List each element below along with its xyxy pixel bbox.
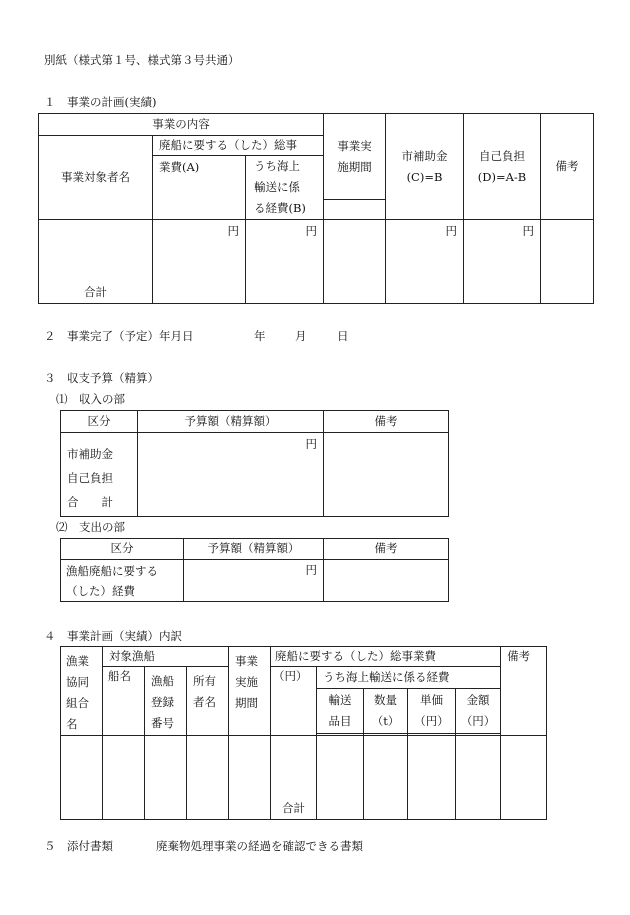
amount-cell (456, 736, 501, 820)
total-cost-header: 廃船に要する（した）総事業費 (271, 647, 501, 667)
sea-cost-header: うち海上輸送に係る経費 (317, 667, 501, 689)
section-5-title: ５ 添付書類 (44, 839, 113, 853)
income-table (60, 410, 449, 517)
income-category-cell: 市補助金 自己負担 合 計 (61, 433, 138, 517)
expense-category-header: 区分 (61, 539, 184, 560)
unit-price-cell (408, 736, 456, 820)
unit-price-header: 単価 （円） (408, 688, 456, 733)
coop-name-cell (61, 736, 103, 820)
content-header-cell: 事業の内容 (39, 114, 324, 136)
expense-category-cell: 漁船廃船に要する （した）経費 (61, 560, 184, 602)
coop-name-header: 漁業 協同 組合 名 (61, 647, 103, 736)
total-label-cell: 合計 (39, 220, 153, 304)
breakdown-total-cell: 合計 (271, 736, 317, 820)
registration-cell (145, 736, 187, 820)
target-header-cell: 事業対象者名 (39, 136, 153, 220)
quantity-header: 数量 （t） (364, 688, 408, 733)
item-header: 輸送 品目 (317, 688, 364, 733)
section-1-title: １ 事業の計画(実績) (44, 95, 157, 109)
income-budget-cell: 円 (138, 433, 324, 517)
ship-name-header: 船名 (103, 667, 145, 736)
period-header: 事業 実施 期間 (229, 647, 271, 736)
breakdown-table (60, 646, 547, 820)
expense-remarks-header: 備考 (324, 539, 449, 560)
sea-cost-header-cell: うち海上 輸送に係 る経費(B) (246, 156, 324, 220)
cost-a-value-cell: 円 (153, 220, 246, 304)
plan-table (38, 113, 594, 304)
income-remarks-cell (324, 433, 449, 517)
owner-header: 所有 者名 (187, 667, 229, 736)
remarks-header-cell: 備考 (541, 114, 594, 220)
completion-day-label: 日 (337, 329, 349, 343)
attachment-text: 廃棄物処理事業の経過を確認できる書類 (156, 839, 363, 853)
breakdown-remarks-header: 備考 (501, 647, 547, 736)
expense-budget-cell: 円 (184, 560, 324, 602)
income-remarks-header: 備考 (324, 411, 449, 433)
remarks-value-cell (541, 220, 594, 304)
form-header: 別紙（様式第１号、様式第３号共通） (44, 53, 240, 67)
section-4-title: ４ 事業計画（実績）内訳 (44, 629, 182, 643)
self-burden-header-cell: 自己負担 (D)=A-B (464, 114, 541, 220)
amount-header: 金額 （円） (456, 688, 501, 733)
expense-table (60, 538, 449, 602)
expense-subtitle: ⑵ 支出の部 (56, 520, 125, 534)
owner-cell (187, 736, 229, 820)
income-subtitle: ⑴ 収入の部 (56, 392, 125, 406)
expense-budget-header: 予算額（精算額） (184, 539, 324, 560)
cost-b-value-cell: 円 (246, 220, 324, 304)
period-cell (229, 736, 271, 820)
target-vessel-header: 対象漁船 (103, 647, 229, 667)
income-category-header: 区分 (61, 411, 138, 433)
completion-year-label: 年 (254, 329, 266, 343)
ship-name-cell (103, 736, 145, 820)
item-cell (317, 736, 364, 820)
breakdown-remarks-cell (501, 736, 547, 820)
self-burden-value-cell: 円 (464, 220, 541, 304)
total-cost-header-cell: 廃船に要する（した）総事 (153, 136, 324, 156)
income-budget-header: 予算額（精算額） (138, 411, 324, 433)
subsidy-header-cell: 市補助金 (C)=B (386, 114, 464, 220)
period-empty-cell (324, 200, 386, 220)
yen-unit-header: （円） (271, 667, 317, 736)
period-header-cell: 事業実 施期間 (324, 114, 386, 200)
period-value-cell (324, 220, 386, 304)
cost-a-cell: 業費(A) (153, 156, 246, 220)
section-2-title: ２ 事業完了（予定）年月日 (44, 329, 194, 343)
quantity-cell (364, 736, 408, 820)
subsidy-value-cell: 円 (386, 220, 464, 304)
section-3-title: ３ 収支予算（精算） (44, 371, 159, 385)
completion-month-label: 月 (295, 329, 307, 343)
expense-remarks-cell (324, 560, 449, 602)
registration-header: 漁船 登録 番号 (145, 667, 187, 736)
